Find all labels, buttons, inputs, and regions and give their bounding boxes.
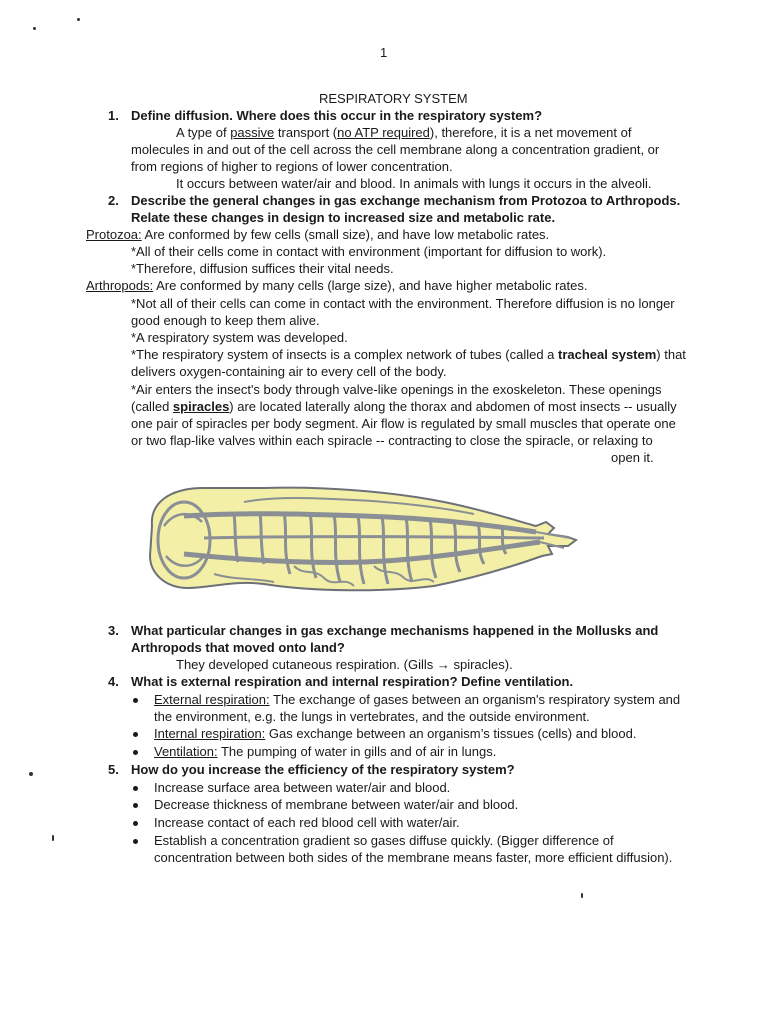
- page-title: RESPIRATORY SYSTEM: [319, 91, 468, 106]
- answer-line: A type of passive transport (no ATP required), therefore, it is a net movement of: [176, 125, 632, 140]
- bullet-dot: [133, 750, 138, 755]
- scan-speck: [52, 835, 54, 841]
- answer-line: *Therefore, diffusion suffices their vital needs.: [131, 261, 394, 276]
- scan-speck: [29, 772, 33, 776]
- term-internal-respiration: Internal respiration:: [154, 726, 266, 741]
- answer-line: They developed cutaneous respiration. (Gills → spiracles).: [176, 657, 513, 672]
- bullet-dot: [133, 786, 138, 791]
- scan-speck: [33, 27, 36, 30]
- term-passive: passive: [230, 125, 275, 140]
- question-text: What particular changes in gas exchange mechanisms happened in the Mollusks and: [131, 623, 659, 638]
- protozoa-line: Protozoa: Are conformed by few cells (small size), and have low metabolic rates.: [86, 227, 550, 242]
- bullet-dot: [133, 821, 138, 826]
- answer-line: *A respiratory system was developed.: [131, 330, 348, 345]
- term-tracheal-system: tracheal system: [558, 347, 657, 362]
- term-arthropods: Arthropods:: [86, 278, 154, 293]
- page-number: 1: [380, 45, 388, 60]
- answer-line: good enough to keep them alive.: [131, 313, 320, 328]
- answer-line: *All of their cells come in contact with environment (important for diffusion to work).: [131, 244, 607, 259]
- list-item: Establish a concentration gradient so gases diffuse quickly. (Bigger difference of: [154, 833, 614, 848]
- answer-line: molecules in and out of the cell across the cell membrane along a concentration gradient, or: [131, 142, 660, 157]
- answer-line: It occurs between water/air and blood. In animals with lungs it occurs in the alveoli.: [176, 176, 652, 191]
- term-external-respiration: External respiration:: [154, 692, 270, 707]
- list-item: Increase contact of each red blood cell with water/air.: [154, 815, 460, 830]
- term-spiracles: spiracles: [172, 399, 230, 414]
- bullet-dot: [133, 732, 138, 737]
- scan-speck: [581, 893, 583, 898]
- answer-line: the environment, e.g. the lungs in vertebrates, and the outside environment.: [154, 709, 590, 724]
- question-number: 1.: [108, 108, 119, 123]
- internal-respiration-line: Internal respiration: Gas exchange between an organism’s tissues (cells) and blood.: [154, 726, 637, 741]
- answer-line: from regions of higher to regions of lower concentration.: [131, 159, 453, 174]
- question-text: Arthropods that moved onto land?: [131, 640, 345, 655]
- question-number: 4.: [108, 674, 119, 689]
- answer-line: *The respiratory system of insects is a complex network of tubes (called a tracheal system) that: [131, 347, 686, 362]
- insect-tracheal-figure: [144, 482, 594, 598]
- question-number: 3.: [108, 623, 119, 638]
- term-no-atp: no ATP required: [337, 125, 430, 140]
- list-item: concentration between both sides of the membrane means faster, more efficient diffusion).: [154, 850, 673, 865]
- bullet-dot: [133, 698, 138, 703]
- list-item: Increase surface area between water/air and blood.: [154, 780, 451, 795]
- arthropods-line: Arthropods: Are conformed by many cells (large size), and have higher metabolic rates.: [86, 278, 588, 293]
- answer-line: (called spiracles) are located laterally along the thorax and abdomen of most insects -- usually: [131, 399, 677, 414]
- bullet-dot: [133, 839, 138, 844]
- question-text: Relate these changes in design to increased size and metabolic rate.: [131, 210, 556, 225]
- question-text: Define diffusion. Where does this occur in the respiratory system?: [131, 108, 543, 123]
- answer-line: or two flap-like valves within each spiracle -- contracting to close the spiracle, or relaxing to: [131, 433, 653, 448]
- scan-speck: [77, 18, 80, 21]
- answer-line: open it.: [611, 450, 654, 465]
- term-protozoa: Protozoa:: [86, 227, 142, 242]
- list-item: Decrease thickness of membrane between water/air and blood.: [154, 797, 519, 812]
- ventilation-line: Ventilation: The pumping of water in gills and of air in lungs.: [154, 744, 497, 759]
- answer-line: one pair of spiracles per body segment. Air flow is regulated by small muscles that operate one: [131, 416, 676, 431]
- question-number: 5.: [108, 762, 119, 777]
- answer-line: delivers oxygen-containing air to every cell of the body.: [131, 364, 447, 379]
- answer-line: *Air enters the insect's body through valve-like openings in the exoskeleton. These openings: [131, 382, 662, 397]
- answer-line: *Not all of their cells can come in contact with the environment. Therefore diffusion is no longer: [131, 296, 675, 311]
- question-text: What is external respiration and internal respiration? Define ventilation.: [131, 674, 574, 689]
- external-respiration-line: External respiration: The exchange of gases between an organism's respiratory system and: [154, 692, 681, 707]
- term-ventilation: Ventilation:: [154, 744, 218, 759]
- bullet-dot: [133, 803, 138, 808]
- question-text: How do you increase the efficiency of the respiratory system?: [131, 762, 515, 777]
- question-text: Describe the general changes in gas exchange mechanism from Protozoa to Arthropods.: [131, 193, 681, 208]
- question-number: 2.: [108, 193, 119, 208]
